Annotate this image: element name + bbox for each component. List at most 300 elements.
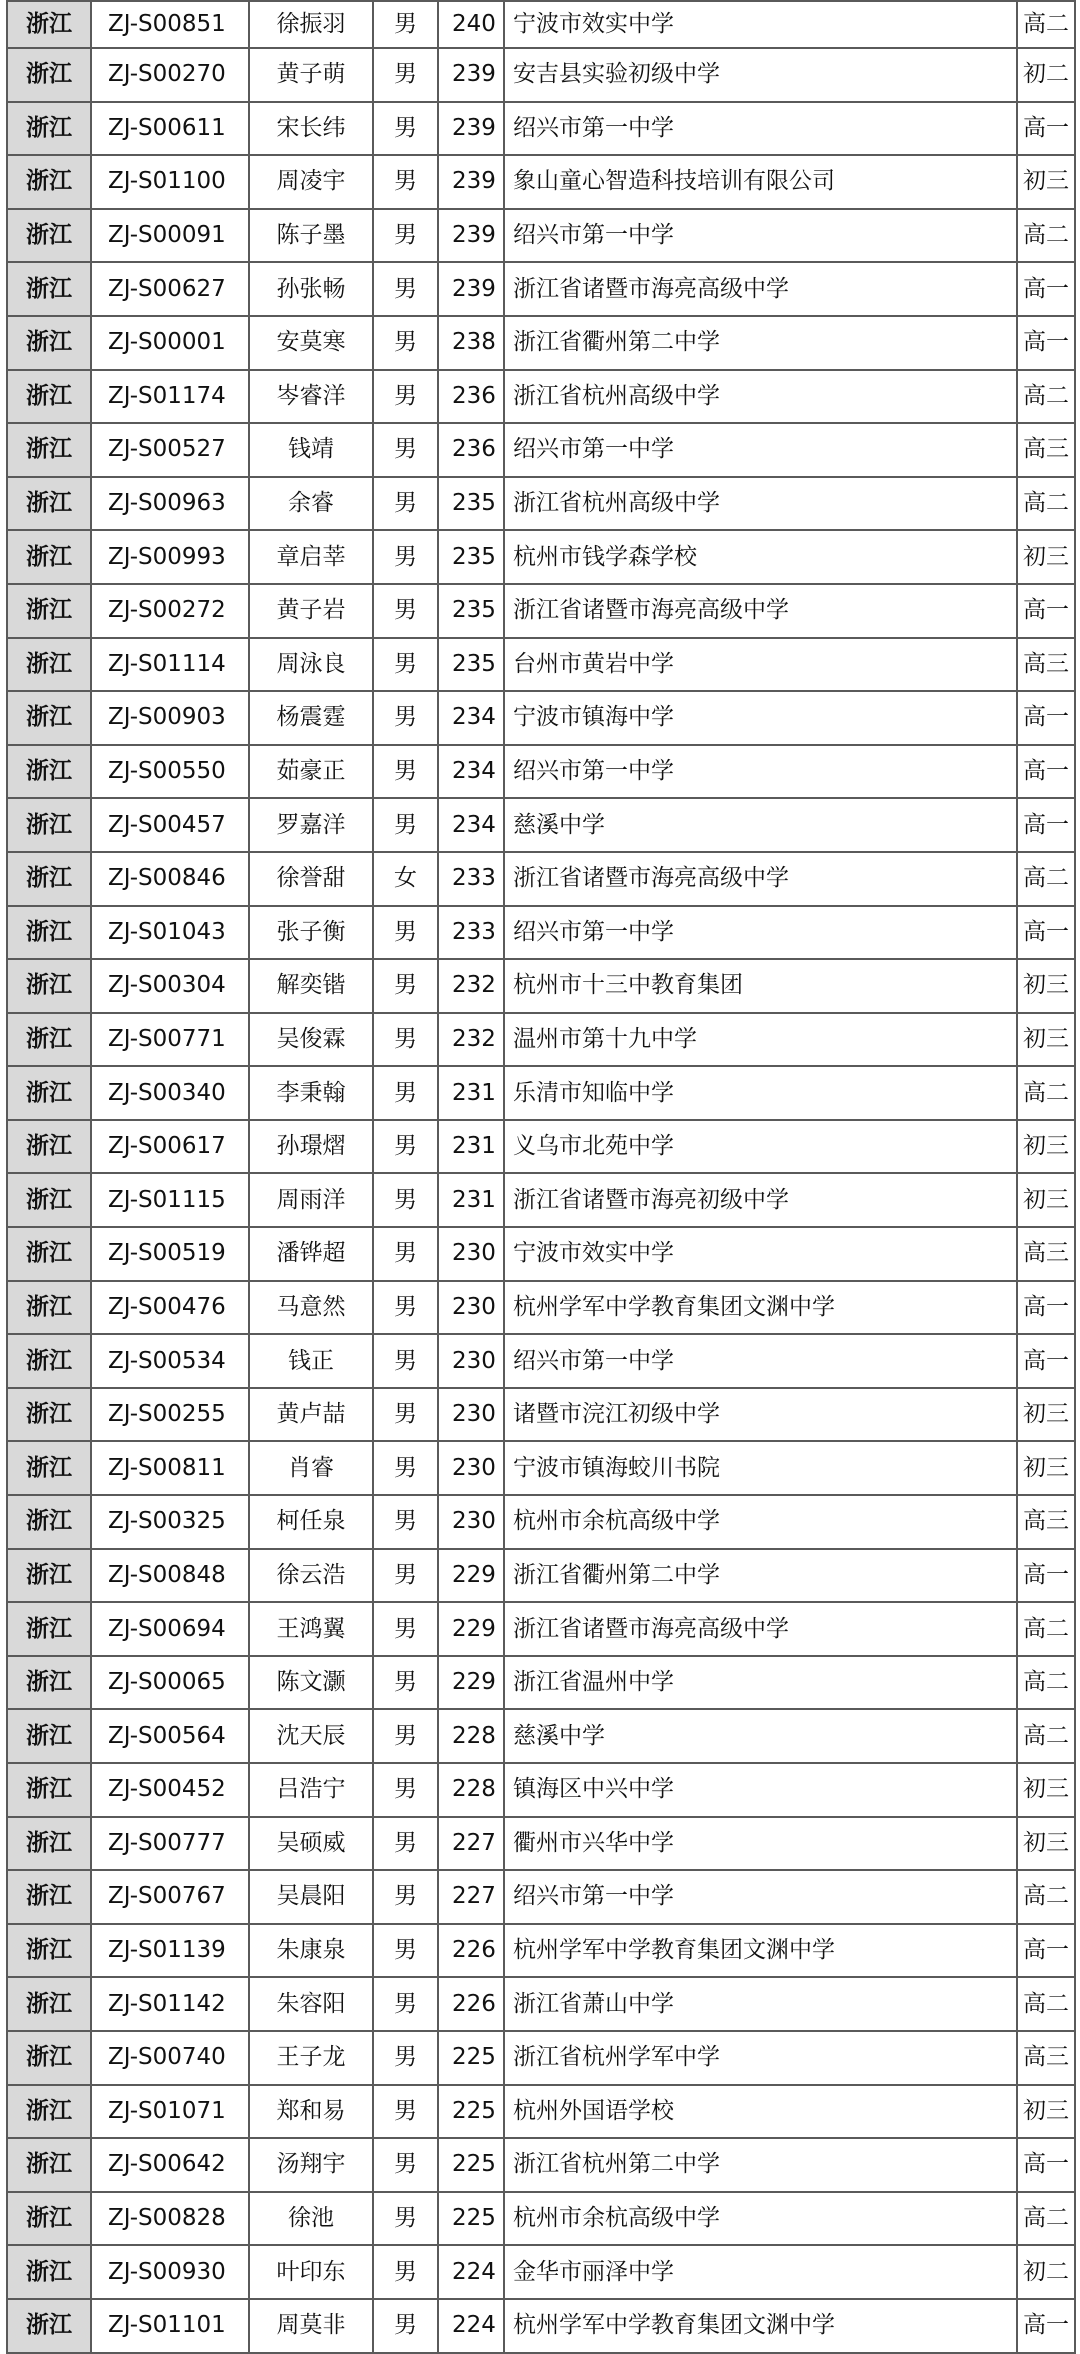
- gender-cell: 男: [373, 2299, 438, 2353]
- name-cell: 陈文灏: [249, 1656, 373, 1710]
- gender-cell: 男: [373, 1602, 438, 1656]
- table-row: [7, 1602, 1075, 1656]
- score-cell: 239: [438, 155, 504, 209]
- table-row: [7, 852, 1075, 906]
- gender-cell: 男: [373, 1, 438, 48]
- table-row: [7, 423, 1075, 477]
- score-cell: 224: [438, 2245, 504, 2299]
- score-cell: 229: [438, 1602, 504, 1656]
- candidate-id-cell: ZJ-S00476: [91, 1281, 249, 1335]
- gender-cell: 男: [373, 370, 438, 424]
- gender-cell: 男: [373, 1817, 438, 1871]
- candidate-id-cell: ZJ-S00771: [91, 1013, 249, 1067]
- score-cell: 235: [438, 530, 504, 584]
- score-cell: 229: [438, 1656, 504, 1710]
- candidate-id-cell: ZJ-S01115: [91, 1173, 249, 1227]
- score-cell: 232: [438, 959, 504, 1013]
- candidate-id-cell: ZJ-S00270: [91, 48, 249, 102]
- score-cell: 227: [438, 1870, 504, 1924]
- province-cell: 浙江: [7, 691, 91, 745]
- candidate-id-cell: ZJ-S00065: [91, 1656, 249, 1710]
- score-cell: 225: [438, 2085, 504, 2139]
- table-row: [7, 1173, 1075, 1227]
- school-cell: 杭州外国语学校: [504, 2085, 1017, 2139]
- province-cell: 浙江: [7, 2245, 91, 2299]
- candidate-id-cell: ZJ-S00550: [91, 745, 249, 799]
- score-cell: 239: [438, 48, 504, 102]
- score-cell: 235: [438, 638, 504, 692]
- candidate-id-cell: ZJ-S00534: [91, 1334, 249, 1388]
- name-cell: 茹豪正: [249, 745, 373, 799]
- candidate-id-cell: ZJ-S00457: [91, 798, 249, 852]
- province-cell: 浙江: [7, 852, 91, 906]
- gender-cell: 男: [373, 1334, 438, 1388]
- score-cell: 225: [438, 2192, 504, 2246]
- name-cell: 朱康泉: [249, 1924, 373, 1978]
- name-cell: 徐振羽: [249, 1, 373, 48]
- name-cell: 徐池: [249, 2192, 373, 2246]
- school-cell: 绍兴市第一中学: [504, 906, 1017, 960]
- gender-cell: 男: [373, 48, 438, 102]
- candidate-id-cell: ZJ-S00851: [91, 1, 249, 48]
- score-cell: 228: [438, 1709, 504, 1763]
- grade-cell: 初三: [1017, 1388, 1075, 1442]
- table-row: [7, 2085, 1075, 2139]
- table-row: [7, 638, 1075, 692]
- gender-cell: 男: [373, 2031, 438, 2085]
- score-cell: 225: [438, 2138, 504, 2192]
- name-cell: 黄子萌: [249, 48, 373, 102]
- table-row: [7, 1656, 1075, 1710]
- candidate-id-cell: ZJ-S01174: [91, 370, 249, 424]
- grade-cell: 高二: [1017, 1709, 1075, 1763]
- candidate-id-cell: ZJ-S00564: [91, 1709, 249, 1763]
- gender-cell: 男: [373, 1924, 438, 1978]
- province-cell: 浙江: [7, 1602, 91, 1656]
- candidate-id-cell: ZJ-S00304: [91, 959, 249, 1013]
- candidate-id-cell: ZJ-S01071: [91, 2085, 249, 2139]
- table-row: [7, 2299, 1075, 2353]
- province-cell: 浙江: [7, 102, 91, 156]
- province-cell: 浙江: [7, 1924, 91, 1978]
- grade-cell: 高三: [1017, 423, 1075, 477]
- name-cell: 肖睿: [249, 1441, 373, 1495]
- province-cell: 浙江: [7, 906, 91, 960]
- results-table: [6, 0, 1076, 2354]
- grade-cell: 初三: [1017, 1173, 1075, 1227]
- score-cell: 230: [438, 1441, 504, 1495]
- province-cell: 浙江: [7, 1227, 91, 1281]
- name-cell: 周凌宇: [249, 155, 373, 209]
- candidate-id-cell: ZJ-S01043: [91, 906, 249, 960]
- school-cell: 慈溪中学: [504, 798, 1017, 852]
- gender-cell: 男: [373, 798, 438, 852]
- grade-cell: 初三: [1017, 530, 1075, 584]
- name-cell: 宋长纬: [249, 102, 373, 156]
- table-row: [7, 1441, 1075, 1495]
- gender-cell: 男: [373, 2245, 438, 2299]
- score-cell: 236: [438, 370, 504, 424]
- school-cell: 诸暨市浣江初级中学: [504, 1388, 1017, 1442]
- school-cell: 杭州学军中学教育集团文渊中学: [504, 1281, 1017, 1335]
- gender-cell: 男: [373, 1173, 438, 1227]
- grade-cell: 高二: [1017, 370, 1075, 424]
- score-cell: 234: [438, 691, 504, 745]
- province-cell: 浙江: [7, 1495, 91, 1549]
- school-cell: 温州市第十九中学: [504, 1013, 1017, 1067]
- name-cell: 黄卢喆: [249, 1388, 373, 1442]
- school-cell: 衢州市兴华中学: [504, 1817, 1017, 1871]
- table-row: [7, 209, 1075, 263]
- province-cell: 浙江: [7, 1173, 91, 1227]
- province-cell: 浙江: [7, 959, 91, 1013]
- score-cell: 239: [438, 209, 504, 263]
- table-row: [7, 798, 1075, 852]
- province-cell: 浙江: [7, 1120, 91, 1174]
- province-cell: 浙江: [7, 477, 91, 531]
- score-cell: 235: [438, 477, 504, 531]
- score-cell: 226: [438, 1977, 504, 2031]
- table-row: [7, 1066, 1075, 1120]
- province-cell: 浙江: [7, 1388, 91, 1442]
- score-cell: 231: [438, 1066, 504, 1120]
- school-cell: 浙江省衢州第二中学: [504, 1549, 1017, 1603]
- candidate-id-cell: ZJ-S00903: [91, 691, 249, 745]
- table-row: [7, 48, 1075, 102]
- school-cell: 台州市黄岩中学: [504, 638, 1017, 692]
- score-cell: 231: [438, 1120, 504, 1174]
- table-row: [7, 316, 1075, 370]
- province-cell: 浙江: [7, 48, 91, 102]
- province-cell: 浙江: [7, 316, 91, 370]
- candidate-id-cell: ZJ-S00091: [91, 209, 249, 263]
- name-cell: 孙张畅: [249, 262, 373, 316]
- table-row: [7, 1120, 1075, 1174]
- school-cell: 金华市丽泽中学: [504, 2245, 1017, 2299]
- name-cell: 马意然: [249, 1281, 373, 1335]
- gender-cell: 男: [373, 316, 438, 370]
- name-cell: 张子衡: [249, 906, 373, 960]
- school-cell: 浙江省杭州高级中学: [504, 370, 1017, 424]
- grade-cell: 初三: [1017, 1013, 1075, 1067]
- candidate-id-cell: ZJ-S00255: [91, 1388, 249, 1442]
- table-row: [7, 2245, 1075, 2299]
- name-cell: 汤翔宇: [249, 2138, 373, 2192]
- table-row: [7, 102, 1075, 156]
- name-cell: 王鸿翼: [249, 1602, 373, 1656]
- table-row: [7, 2031, 1075, 2085]
- table-row: [7, 1, 1075, 48]
- table-row: [7, 2192, 1075, 2246]
- name-cell: 潘铧超: [249, 1227, 373, 1281]
- table-row: [7, 959, 1075, 1013]
- table-row: [7, 1870, 1075, 1924]
- grade-cell: 高二: [1017, 477, 1075, 531]
- score-cell: 226: [438, 1924, 504, 1978]
- gender-cell: 男: [373, 1066, 438, 1120]
- name-cell: 沈天辰: [249, 1709, 373, 1763]
- gender-cell: 男: [373, 1763, 438, 1817]
- name-cell: 余睿: [249, 477, 373, 531]
- gender-cell: 男: [373, 584, 438, 638]
- score-cell: 230: [438, 1227, 504, 1281]
- grade-cell: 初三: [1017, 1120, 1075, 1174]
- score-cell: 235: [438, 584, 504, 638]
- candidate-id-cell: ZJ-S00627: [91, 262, 249, 316]
- score-cell: 230: [438, 1495, 504, 1549]
- province-cell: 浙江: [7, 262, 91, 316]
- name-cell: 周泳良: [249, 638, 373, 692]
- score-cell: 224: [438, 2299, 504, 2353]
- province-cell: 浙江: [7, 2192, 91, 2246]
- candidate-id-cell: ZJ-S00617: [91, 1120, 249, 1174]
- school-cell: 宁波市效实中学: [504, 1227, 1017, 1281]
- school-cell: 绍兴市第一中学: [504, 102, 1017, 156]
- school-cell: 慈溪中学: [504, 1709, 1017, 1763]
- name-cell: 周雨洋: [249, 1173, 373, 1227]
- name-cell: 王子龙: [249, 2031, 373, 2085]
- score-cell: 233: [438, 852, 504, 906]
- score-cell: 228: [438, 1763, 504, 1817]
- name-cell: 朱容阳: [249, 1977, 373, 2031]
- province-cell: 浙江: [7, 1281, 91, 1335]
- score-cell: 233: [438, 906, 504, 960]
- gender-cell: 男: [373, 638, 438, 692]
- table-row: [7, 745, 1075, 799]
- grade-cell: 高二: [1017, 209, 1075, 263]
- table-row: [7, 1334, 1075, 1388]
- gender-cell: 男: [373, 1281, 438, 1335]
- province-cell: 浙江: [7, 1334, 91, 1388]
- province-cell: 浙江: [7, 1709, 91, 1763]
- score-cell: 240: [438, 1, 504, 48]
- school-cell: 浙江省杭州第二中学: [504, 2138, 1017, 2192]
- candidate-id-cell: ZJ-S01114: [91, 638, 249, 692]
- table-row: [7, 530, 1075, 584]
- gender-cell: 男: [373, 1709, 438, 1763]
- candidate-id-cell: ZJ-S00001: [91, 316, 249, 370]
- name-cell: 徐誉甜: [249, 852, 373, 906]
- score-cell: 238: [438, 316, 504, 370]
- name-cell: 解奕锴: [249, 959, 373, 1013]
- province-cell: 浙江: [7, 1013, 91, 1067]
- gender-cell: 男: [373, 209, 438, 263]
- gender-cell: 男: [373, 1013, 438, 1067]
- candidate-id-cell: ZJ-S00325: [91, 1495, 249, 1549]
- name-cell: 罗嘉洋: [249, 798, 373, 852]
- school-cell: 宁波市镇海蛟川书院: [504, 1441, 1017, 1495]
- grade-cell: 初三: [1017, 1817, 1075, 1871]
- name-cell: 钱靖: [249, 423, 373, 477]
- score-cell: 229: [438, 1549, 504, 1603]
- candidate-id-cell: ZJ-S00272: [91, 584, 249, 638]
- school-cell: 杭州市余杭高级中学: [504, 2192, 1017, 2246]
- name-cell: 章启莘: [249, 530, 373, 584]
- province-cell: 浙江: [7, 2085, 91, 2139]
- name-cell: 杨震霆: [249, 691, 373, 745]
- school-cell: 浙江省诸暨市海亮高级中学: [504, 852, 1017, 906]
- gender-cell: 男: [373, 1977, 438, 2031]
- gender-cell: 男: [373, 2138, 438, 2192]
- candidate-id-cell: ZJ-S00767: [91, 1870, 249, 1924]
- grade-cell: 高二: [1017, 1656, 1075, 1710]
- grade-cell: 高三: [1017, 2031, 1075, 2085]
- table-row: [7, 262, 1075, 316]
- score-cell: 227: [438, 1817, 504, 1871]
- table-row: [7, 1281, 1075, 1335]
- grade-cell: 初三: [1017, 2085, 1075, 2139]
- score-cell: 225: [438, 2031, 504, 2085]
- name-cell: 周莫非: [249, 2299, 373, 2353]
- score-cell: 232: [438, 1013, 504, 1067]
- name-cell: 徐云浩: [249, 1549, 373, 1603]
- candidate-id-cell: ZJ-S00848: [91, 1549, 249, 1603]
- school-cell: 浙江省杭州学军中学: [504, 2031, 1017, 2085]
- province-cell: 浙江: [7, 423, 91, 477]
- name-cell: 吴俊霖: [249, 1013, 373, 1067]
- school-cell: 绍兴市第一中学: [504, 1334, 1017, 1388]
- grade-cell: 高二: [1017, 1602, 1075, 1656]
- grade-cell: 高二: [1017, 852, 1075, 906]
- school-cell: 绍兴市第一中学: [504, 209, 1017, 263]
- table-row: [7, 1013, 1075, 1067]
- name-cell: 柯任泉: [249, 1495, 373, 1549]
- score-cell: 234: [438, 745, 504, 799]
- school-cell: 浙江省诸暨市海亮高级中学: [504, 1602, 1017, 1656]
- grade-cell: 高一: [1017, 798, 1075, 852]
- province-cell: 浙江: [7, 530, 91, 584]
- school-cell: 浙江省杭州高级中学: [504, 477, 1017, 531]
- gender-cell: 男: [373, 1549, 438, 1603]
- grade-cell: 高三: [1017, 638, 1075, 692]
- name-cell: 安莫寒: [249, 316, 373, 370]
- gender-cell: 男: [373, 1870, 438, 1924]
- school-cell: 浙江省衢州第二中学: [504, 316, 1017, 370]
- grade-cell: 高一: [1017, 1281, 1075, 1335]
- school-cell: 象山童心智造科技培训有限公司: [504, 155, 1017, 209]
- province-cell: 浙江: [7, 1441, 91, 1495]
- table-row: [7, 1549, 1075, 1603]
- score-cell: 230: [438, 1334, 504, 1388]
- province-cell: 浙江: [7, 638, 91, 692]
- school-cell: 义乌市北苑中学: [504, 1120, 1017, 1174]
- grade-cell: 高二: [1017, 1, 1075, 48]
- province-cell: 浙江: [7, 798, 91, 852]
- province-cell: 浙江: [7, 1, 91, 48]
- candidate-id-cell: ZJ-S00993: [91, 530, 249, 584]
- candidate-id-cell: ZJ-S00611: [91, 102, 249, 156]
- province-cell: 浙江: [7, 1549, 91, 1603]
- gender-cell: 男: [373, 155, 438, 209]
- province-cell: 浙江: [7, 584, 91, 638]
- school-cell: 浙江省温州中学: [504, 1656, 1017, 1710]
- name-cell: 黄子岩: [249, 584, 373, 638]
- grade-cell: 初三: [1017, 1763, 1075, 1817]
- candidate-id-cell: ZJ-S00777: [91, 1817, 249, 1871]
- school-cell: 浙江省诸暨市海亮高级中学: [504, 262, 1017, 316]
- table-row: [7, 2138, 1075, 2192]
- name-cell: 陈子墨: [249, 209, 373, 263]
- grade-cell: 高一: [1017, 262, 1075, 316]
- grade-cell: 高一: [1017, 691, 1075, 745]
- candidate-id-cell: ZJ-S01139: [91, 1924, 249, 1978]
- school-cell: 乐清市知临中学: [504, 1066, 1017, 1120]
- school-cell: 绍兴市第一中学: [504, 423, 1017, 477]
- grade-cell: 初二: [1017, 48, 1075, 102]
- province-cell: 浙江: [7, 2138, 91, 2192]
- candidate-id-cell: ZJ-S00930: [91, 2245, 249, 2299]
- candidate-id-cell: ZJ-S00452: [91, 1763, 249, 1817]
- grade-cell: 高二: [1017, 1066, 1075, 1120]
- grade-cell: 高二: [1017, 2192, 1075, 2246]
- table-row: [7, 1924, 1075, 1978]
- province-cell: 浙江: [7, 370, 91, 424]
- gender-cell: 男: [373, 2085, 438, 2139]
- school-cell: 杭州市十三中教育集团: [504, 959, 1017, 1013]
- school-cell: 浙江省萧山中学: [504, 1977, 1017, 2031]
- table-row: [7, 906, 1075, 960]
- gender-cell: 男: [373, 906, 438, 960]
- name-cell: 岑睿洋: [249, 370, 373, 424]
- gender-cell: 男: [373, 1495, 438, 1549]
- province-cell: 浙江: [7, 1817, 91, 1871]
- score-cell: 231: [438, 1173, 504, 1227]
- candidate-id-cell: ZJ-S00963: [91, 477, 249, 531]
- grade-cell: 高三: [1017, 1227, 1075, 1281]
- grade-cell: 初二: [1017, 2245, 1075, 2299]
- table-row: [7, 155, 1075, 209]
- table-row: [7, 1495, 1075, 1549]
- grade-cell: 高二: [1017, 1870, 1075, 1924]
- gender-cell: 男: [373, 423, 438, 477]
- name-cell: 钱正: [249, 1334, 373, 1388]
- table-row: [7, 1977, 1075, 2031]
- score-cell: 234: [438, 798, 504, 852]
- candidate-id-cell: ZJ-S00519: [91, 1227, 249, 1281]
- province-cell: 浙江: [7, 2299, 91, 2353]
- gender-cell: 男: [373, 262, 438, 316]
- school-cell: 镇海区中兴中学: [504, 1763, 1017, 1817]
- name-cell: 吕浩宁: [249, 1763, 373, 1817]
- province-cell: 浙江: [7, 2031, 91, 2085]
- name-cell: 孙璟熠: [249, 1120, 373, 1174]
- gender-cell: 男: [373, 2192, 438, 2246]
- province-cell: 浙江: [7, 1656, 91, 1710]
- gender-cell: 男: [373, 1388, 438, 1442]
- grade-cell: 高一: [1017, 102, 1075, 156]
- gender-cell: 男: [373, 1227, 438, 1281]
- table-row: [7, 584, 1075, 638]
- score-cell: 236: [438, 423, 504, 477]
- school-cell: 杭州学军中学教育集团文渊中学: [504, 2299, 1017, 2353]
- province-cell: 浙江: [7, 1977, 91, 2031]
- table-row: [7, 1817, 1075, 1871]
- province-cell: 浙江: [7, 1763, 91, 1817]
- grade-cell: 初三: [1017, 1441, 1075, 1495]
- candidate-id-cell: ZJ-S00846: [91, 852, 249, 906]
- gender-cell: 男: [373, 530, 438, 584]
- candidate-id-cell: ZJ-S00828: [91, 2192, 249, 2246]
- school-cell: 安吉县实验初级中学: [504, 48, 1017, 102]
- school-cell: 绍兴市第一中学: [504, 1870, 1017, 1924]
- name-cell: 吴晨阳: [249, 1870, 373, 1924]
- school-cell: 浙江省诸暨市海亮高级中学: [504, 584, 1017, 638]
- table-row: [7, 370, 1075, 424]
- gender-cell: 男: [373, 102, 438, 156]
- score-cell: 239: [438, 102, 504, 156]
- gender-cell: 男: [373, 1120, 438, 1174]
- candidate-id-cell: ZJ-S01101: [91, 2299, 249, 2353]
